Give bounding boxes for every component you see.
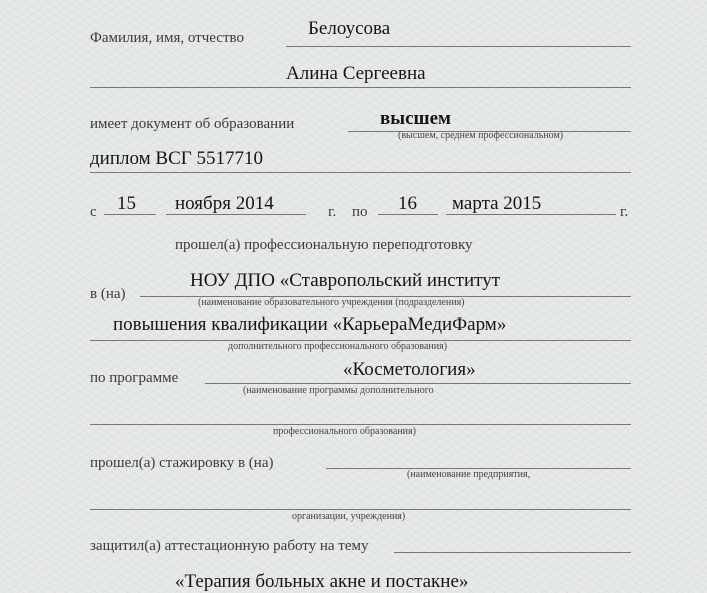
from-month-year-value: ноября 2014 [175,193,274,214]
name-line [90,87,631,88]
from-day-line [104,214,156,215]
institution-caption: (наименование образовательного учреждения (подразделения) [198,297,465,308]
program-value: «Косметология» [343,359,476,380]
program-caption2: профессионального образования) [273,426,416,437]
diploma-line [90,172,631,173]
diploma-value: диплом ВСГ 5517710 [90,148,263,169]
dpo-caption: дополнительного профессионального образования) [228,341,448,352]
program-caption1: (наименование программы дополнительного [243,385,434,396]
year-suffix-2: г. [620,204,629,220]
internship-continued-line [90,509,631,510]
program-line [205,383,631,384]
program-label: по программе [90,370,179,386]
program-continued-line [90,424,631,425]
in-label: в (на) [90,286,126,302]
from-prefix: с [90,204,97,220]
internship-caption1: (наименование предприятия, [407,469,531,480]
from-day-value: 15 [117,193,136,214]
education-caption: (высшем, среднем профессиональном) [398,130,564,141]
internship-label: прошел(а) стажировку в (на) [90,455,274,471]
retraining-text: прошел(а) профессиональную переподготовку [175,237,473,253]
education-label: имеет документ об образовании [90,116,295,132]
year-suffix-1: г. [328,204,337,220]
from-month-year-line [166,214,306,215]
to-day-line [378,214,438,215]
institution-line2-value: повышения квалификации «КарьераМедиФарм» [113,314,507,335]
internship-caption2: организации, учреждения) [292,511,406,522]
education-value: высшем [380,108,451,129]
thesis-label: защитил(а) аттестационную работу на тему [90,538,369,554]
to-month-year-line [446,214,616,215]
to-day-value: 16 [398,193,417,214]
thesis-value: «Терапия больных акне и постакне» [175,571,469,592]
fio-label: Фамилия, имя, отчество [90,30,244,46]
thesis-line [394,552,631,553]
to-month-year-value: марта 2015 [452,193,542,214]
institution-line1-value: НОУ ДПО «Ставропольский институт [190,270,501,291]
to-prefix: по [352,204,368,220]
first-patronymic-value: Алина Сергеевна [286,63,426,84]
surname-value: Белоусова [308,18,391,39]
fio-line [286,46,631,47]
